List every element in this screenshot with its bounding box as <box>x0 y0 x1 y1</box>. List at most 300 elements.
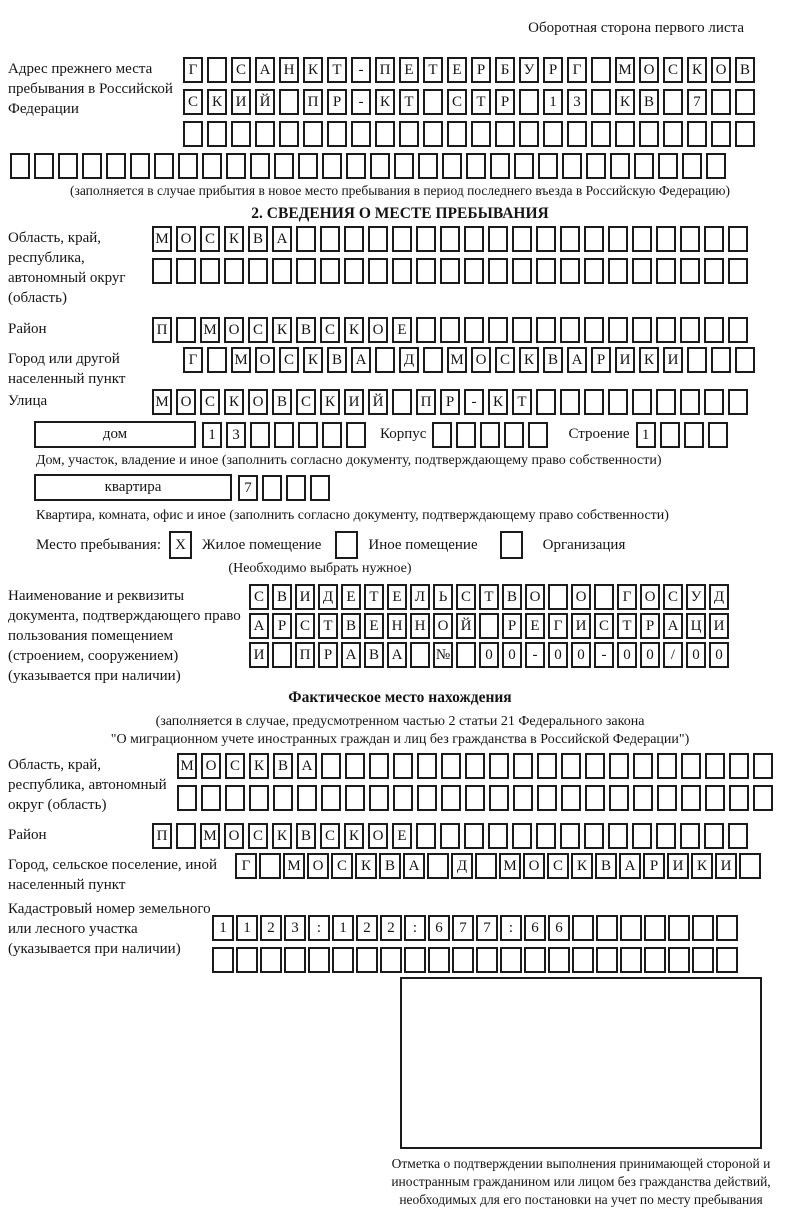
form-cell[interactable] <box>321 785 341 811</box>
form-cell[interactable] <box>34 153 54 179</box>
form-cell[interactable] <box>682 153 702 179</box>
form-cell[interactable] <box>668 947 690 973</box>
form-cell[interactable]: П <box>152 317 172 343</box>
form-cell[interactable] <box>584 317 604 343</box>
form-cell[interactable]: П <box>416 389 436 415</box>
form-cell[interactable]: В <box>364 642 384 668</box>
form-cell[interactable]: Д <box>709 584 729 610</box>
form-cell[interactable]: О <box>307 853 329 879</box>
form-cell[interactable]: Р <box>640 613 660 639</box>
form-cell[interactable]: К <box>488 389 508 415</box>
form-cell[interactable] <box>514 153 534 179</box>
form-cell[interactable]: 0 <box>571 642 591 668</box>
form-cell[interactable] <box>680 317 700 343</box>
form-cell[interactable] <box>706 153 726 179</box>
district-row[interactable] <box>152 317 748 343</box>
form-cell[interactable] <box>632 258 652 284</box>
form-cell[interactable] <box>668 915 690 941</box>
form-cell[interactable] <box>345 785 365 811</box>
form-cell[interactable] <box>176 823 196 849</box>
form-cell[interactable]: О <box>433 613 453 639</box>
form-cell[interactable]: Р <box>327 89 347 115</box>
form-cell[interactable]: С <box>331 853 353 879</box>
form-cell[interactable] <box>608 226 628 252</box>
form-cell[interactable] <box>262 475 282 501</box>
form-cell[interactable] <box>351 121 371 147</box>
form-cell[interactable]: 0 <box>479 642 499 668</box>
form-cell[interactable] <box>154 153 174 179</box>
form-cell[interactable]: И <box>615 347 635 373</box>
form-cell[interactable] <box>711 121 731 147</box>
form-cell[interactable]: П <box>295 642 315 668</box>
form-cell[interactable] <box>416 823 436 849</box>
prev-address-row-2[interactable] <box>183 89 755 115</box>
form-cell[interactable] <box>322 422 342 448</box>
form-cell[interactable] <box>584 823 604 849</box>
form-cell[interactable] <box>560 823 580 849</box>
form-cell[interactable]: В <box>543 347 563 373</box>
form-cell[interactable]: Р <box>591 347 611 373</box>
form-cell[interactable]: С <box>320 823 340 849</box>
form-cell[interactable]: Б <box>495 57 515 83</box>
form-cell[interactable] <box>427 853 449 879</box>
form-cell[interactable]: 1 <box>236 915 258 941</box>
form-cell[interactable]: А <box>272 226 292 252</box>
form-cell[interactable]: И <box>249 642 269 668</box>
form-cell[interactable] <box>705 785 725 811</box>
form-cell[interactable]: К <box>615 89 635 115</box>
form-cell[interactable] <box>591 57 611 83</box>
form-cell[interactable] <box>708 422 728 448</box>
form-cell[interactable] <box>705 753 725 779</box>
form-cell[interactable] <box>728 823 748 849</box>
form-cell[interactable] <box>656 823 676 849</box>
form-cell[interactable]: К <box>224 389 244 415</box>
form-cell[interactable] <box>284 947 306 973</box>
form-cell[interactable] <box>320 226 340 252</box>
form-cell[interactable] <box>687 347 707 373</box>
form-cell[interactable] <box>416 226 436 252</box>
form-cell[interactable]: К <box>687 57 707 83</box>
form-cell[interactable] <box>513 785 533 811</box>
form-cell[interactable] <box>634 153 654 179</box>
form-cell[interactable]: С <box>320 317 340 343</box>
form-cell[interactable]: Р <box>318 642 338 668</box>
form-cell[interactable]: Р <box>471 57 491 83</box>
form-cell[interactable] <box>560 389 580 415</box>
form-cell[interactable] <box>728 389 748 415</box>
form-cell[interactable] <box>370 153 390 179</box>
form-cell[interactable]: С <box>547 853 569 879</box>
form-cell[interactable] <box>560 317 580 343</box>
form-cell[interactable] <box>536 389 556 415</box>
form-cell[interactable]: № <box>433 642 453 668</box>
form-cell[interactable]: Й <box>255 89 275 115</box>
form-cell[interactable] <box>106 153 126 179</box>
form-cell[interactable] <box>548 947 570 973</box>
form-cell[interactable] <box>681 785 701 811</box>
form-cell[interactable] <box>594 584 614 610</box>
form-cell[interactable]: К <box>249 753 269 779</box>
form-cell[interactable] <box>632 389 652 415</box>
form-cell[interactable]: Д <box>318 584 338 610</box>
form-cell[interactable] <box>753 753 773 779</box>
form-cell[interactable]: Г <box>567 57 587 83</box>
form-cell[interactable]: Ь <box>433 584 453 610</box>
form-cell[interactable]: Р <box>272 613 292 639</box>
form-cell[interactable]: А <box>567 347 587 373</box>
document-row-1[interactable] <box>249 584 729 610</box>
form-cell[interactable] <box>572 947 594 973</box>
form-cell[interactable]: М <box>447 347 467 373</box>
form-cell[interactable] <box>704 317 724 343</box>
form-cell[interactable]: К <box>303 57 323 83</box>
form-cell[interactable] <box>416 317 436 343</box>
form-cell[interactable]: О <box>224 823 244 849</box>
form-cell[interactable] <box>620 915 642 941</box>
form-cell[interactable] <box>212 947 234 973</box>
form-cell[interactable]: 6 <box>524 915 546 941</box>
form-cell[interactable] <box>656 226 676 252</box>
form-cell[interactable] <box>465 753 485 779</box>
form-cell[interactable] <box>591 89 611 115</box>
form-cell[interactable]: И <box>571 613 591 639</box>
form-cell[interactable] <box>584 389 604 415</box>
form-cell[interactable] <box>663 89 683 115</box>
form-cell[interactable] <box>464 226 484 252</box>
form-cell[interactable] <box>657 753 677 779</box>
form-cell[interactable]: О <box>525 584 545 610</box>
form-cell[interactable]: Г <box>235 853 257 879</box>
form-cell[interactable]: И <box>667 853 689 879</box>
form-cell[interactable] <box>274 153 294 179</box>
form-cell[interactable]: С <box>447 89 467 115</box>
region-row-2[interactable] <box>152 258 748 284</box>
form-cell[interactable]: Е <box>341 584 361 610</box>
form-cell[interactable]: М <box>499 853 521 879</box>
form-cell[interactable]: Е <box>399 57 419 83</box>
form-cell[interactable] <box>524 947 546 973</box>
form-cell[interactable] <box>417 753 437 779</box>
form-cell[interactable] <box>440 226 460 252</box>
form-cell[interactable]: 2 <box>356 915 378 941</box>
form-cell[interactable] <box>369 753 389 779</box>
form-cell[interactable] <box>423 121 443 147</box>
form-cell[interactable]: В <box>341 613 361 639</box>
form-cell[interactable] <box>615 121 635 147</box>
form-cell[interactable]: О <box>176 226 196 252</box>
form-cell[interactable]: В <box>248 226 268 252</box>
document-row-2[interactable] <box>249 613 729 639</box>
form-cell[interactable] <box>202 153 222 179</box>
form-cell[interactable] <box>464 317 484 343</box>
form-cell[interactable]: М <box>152 389 172 415</box>
form-cell[interactable]: Е <box>525 613 545 639</box>
form-cell[interactable] <box>392 389 412 415</box>
form-cell[interactable]: - <box>525 642 545 668</box>
form-cell[interactable] <box>456 642 476 668</box>
form-cell[interactable] <box>657 785 677 811</box>
form-cell[interactable] <box>704 389 724 415</box>
form-cell[interactable]: Т <box>364 584 384 610</box>
form-cell[interactable] <box>585 785 605 811</box>
form-cell[interactable] <box>178 153 198 179</box>
form-cell[interactable]: В <box>502 584 522 610</box>
form-cell[interactable]: О <box>255 347 275 373</box>
form-cell[interactable]: Е <box>364 613 384 639</box>
form-cell[interactable]: Л <box>410 584 430 610</box>
form-cell[interactable] <box>512 823 532 849</box>
form-cell[interactable]: Н <box>279 57 299 83</box>
form-cell[interactable]: В <box>272 389 292 415</box>
form-cell[interactable]: 3 <box>226 422 246 448</box>
form-cell[interactable]: 1 <box>212 915 234 941</box>
form-cell[interactable]: Т <box>423 57 443 83</box>
form-cell[interactable] <box>608 317 628 343</box>
form-cell[interactable]: У <box>686 584 706 610</box>
form-cell[interactable]: К <box>272 317 292 343</box>
form-cell[interactable]: С <box>200 389 220 415</box>
form-cell[interactable] <box>735 121 755 147</box>
form-cell[interactable] <box>310 475 330 501</box>
house-number-row[interactable] <box>202 422 366 448</box>
form-cell[interactable] <box>632 823 652 849</box>
form-cell[interactable]: О <box>711 57 731 83</box>
form-cell[interactable]: М <box>283 853 305 879</box>
form-cell[interactable] <box>375 347 395 373</box>
form-cell[interactable]: Р <box>543 57 563 83</box>
form-cell[interactable] <box>489 753 509 779</box>
form-cell[interactable]: Т <box>512 389 532 415</box>
form-cell[interactable]: К <box>571 853 593 879</box>
stroenie-row[interactable] <box>636 422 728 448</box>
form-cell[interactable] <box>368 258 388 284</box>
form-cell[interactable]: Н <box>410 613 430 639</box>
form-cell[interactable]: С <box>248 317 268 343</box>
form-cell[interactable]: О <box>471 347 491 373</box>
form-cell[interactable]: Г <box>548 613 568 639</box>
form-cell[interactable] <box>272 642 292 668</box>
form-cell[interactable] <box>176 317 196 343</box>
checkbox-zhiloe[interactable]: X <box>169 531 192 559</box>
form-cell[interactable] <box>274 422 294 448</box>
form-cell[interactable]: 7 <box>452 915 474 941</box>
form-cell[interactable] <box>512 317 532 343</box>
form-cell[interactable]: М <box>615 57 635 83</box>
form-cell[interactable]: Г <box>183 57 203 83</box>
street-row[interactable] <box>152 389 748 415</box>
form-cell[interactable] <box>591 121 611 147</box>
form-cell[interactable] <box>704 823 724 849</box>
form-cell[interactable] <box>488 226 508 252</box>
form-cell[interactable] <box>537 785 557 811</box>
form-cell[interactable] <box>298 153 318 179</box>
form-cell[interactable] <box>735 89 755 115</box>
form-cell[interactable] <box>728 258 748 284</box>
form-cell[interactable] <box>250 153 270 179</box>
form-cell[interactable] <box>346 153 366 179</box>
form-cell[interactable]: 0 <box>686 642 706 668</box>
form-cell[interactable]: Е <box>392 317 412 343</box>
form-cell[interactable] <box>356 947 378 973</box>
form-cell[interactable]: Й <box>456 613 476 639</box>
form-cell[interactable] <box>633 753 653 779</box>
form-cell[interactable] <box>663 121 683 147</box>
form-cell[interactable] <box>418 153 438 179</box>
form-cell[interactable] <box>753 785 773 811</box>
form-cell[interactable] <box>680 823 700 849</box>
form-cell[interactable]: С <box>495 347 515 373</box>
form-cell[interactable] <box>279 89 299 115</box>
form-cell[interactable] <box>428 947 450 973</box>
form-cell[interactable] <box>423 347 443 373</box>
cadastral-row-2[interactable] <box>212 947 738 973</box>
form-cell[interactable]: О <box>248 389 268 415</box>
form-cell[interactable]: В <box>327 347 347 373</box>
form-cell[interactable]: Ц <box>686 613 706 639</box>
form-cell[interactable]: 2 <box>380 915 402 941</box>
form-cell[interactable] <box>608 389 628 415</box>
form-cell[interactable]: Т <box>479 584 499 610</box>
form-cell[interactable]: 0 <box>640 642 660 668</box>
form-cell[interactable]: 3 <box>284 915 306 941</box>
form-cell[interactable]: К <box>355 853 377 879</box>
form-cell[interactable] <box>404 947 426 973</box>
form-cell[interactable] <box>368 226 388 252</box>
prev-address-row-3[interactable] <box>183 121 755 147</box>
form-cell[interactable] <box>658 153 678 179</box>
form-cell[interactable]: И <box>231 89 251 115</box>
form-cell[interactable] <box>152 258 172 284</box>
apartment-row[interactable] <box>238 475 330 501</box>
region-row-1[interactable] <box>152 226 748 252</box>
form-cell[interactable] <box>609 785 629 811</box>
form-cell[interactable] <box>620 947 642 973</box>
prev-address-row-4[interactable] <box>10 153 726 179</box>
form-cell[interactable] <box>729 753 749 779</box>
form-cell[interactable]: В <box>379 853 401 879</box>
form-cell[interactable]: 1 <box>543 89 563 115</box>
korpus-row[interactable] <box>432 422 548 448</box>
form-cell[interactable] <box>596 947 618 973</box>
form-cell[interactable] <box>536 823 556 849</box>
form-cell[interactable] <box>711 89 731 115</box>
form-cell[interactable]: И <box>709 613 729 639</box>
form-cell[interactable]: В <box>595 853 617 879</box>
form-cell[interactable] <box>452 947 474 973</box>
form-cell[interactable]: В <box>273 753 293 779</box>
form-cell[interactable] <box>504 422 524 448</box>
form-cell[interactable]: О <box>368 823 388 849</box>
form-cell[interactable]: Е <box>392 823 412 849</box>
form-cell[interactable]: А <box>249 613 269 639</box>
form-cell[interactable] <box>692 915 714 941</box>
form-cell[interactable]: С <box>295 613 315 639</box>
form-cell[interactable]: С <box>183 89 203 115</box>
form-cell[interactable] <box>231 121 251 147</box>
form-cell[interactable]: Н <box>387 613 407 639</box>
form-cell[interactable]: 1 <box>636 422 656 448</box>
form-cell[interactable] <box>272 258 292 284</box>
form-cell[interactable]: К <box>344 317 364 343</box>
form-cell[interactable] <box>236 947 258 973</box>
form-cell[interactable]: 7 <box>238 475 258 501</box>
form-cell[interactable] <box>58 153 78 179</box>
form-cell[interactable]: К <box>303 347 323 373</box>
form-cell[interactable] <box>410 642 430 668</box>
form-cell[interactable] <box>716 947 738 973</box>
form-cell[interactable] <box>380 947 402 973</box>
form-cell[interactable] <box>345 753 365 779</box>
form-cell[interactable] <box>488 317 508 343</box>
form-cell[interactable]: С <box>456 584 476 610</box>
form-cell[interactable] <box>456 422 476 448</box>
form-cell[interactable]: - <box>594 642 614 668</box>
form-cell[interactable]: М <box>200 823 220 849</box>
form-cell[interactable] <box>399 121 419 147</box>
form-cell[interactable] <box>711 347 731 373</box>
form-cell[interactable] <box>321 753 341 779</box>
form-cell[interactable]: С <box>279 347 299 373</box>
cadastral-row-1[interactable] <box>212 915 738 941</box>
form-cell[interactable] <box>308 947 330 973</box>
form-cell[interactable] <box>332 947 354 973</box>
document-row-3[interactable] <box>249 642 729 668</box>
form-cell[interactable] <box>259 853 281 879</box>
form-cell[interactable] <box>183 121 203 147</box>
form-cell[interactable] <box>207 57 227 83</box>
form-cell[interactable] <box>728 226 748 252</box>
form-cell[interactable] <box>633 785 653 811</box>
form-cell[interactable] <box>344 258 364 284</box>
form-cell[interactable]: К <box>691 853 713 879</box>
form-cell[interactable] <box>207 347 227 373</box>
form-cell[interactable] <box>584 226 604 252</box>
form-cell[interactable]: И <box>295 584 315 610</box>
form-cell[interactable]: Р <box>502 613 522 639</box>
form-cell[interactable] <box>572 915 594 941</box>
form-cell[interactable]: Т <box>327 57 347 83</box>
form-cell[interactable] <box>475 853 497 879</box>
form-cell[interactable] <box>476 947 498 973</box>
form-cell[interactable]: 0 <box>548 642 568 668</box>
form-cell[interactable] <box>543 121 563 147</box>
form-cell[interactable] <box>728 317 748 343</box>
form-cell[interactable] <box>585 753 605 779</box>
form-cell[interactable] <box>369 785 389 811</box>
form-cell[interactable] <box>536 317 556 343</box>
form-cell[interactable]: 6 <box>548 915 570 941</box>
form-cell[interactable] <box>608 258 628 284</box>
form-cell[interactable] <box>536 226 556 252</box>
form-cell[interactable] <box>465 785 485 811</box>
form-cell[interactable] <box>375 121 395 147</box>
form-cell[interactable] <box>322 153 342 179</box>
form-cell[interactable] <box>729 785 749 811</box>
form-cell[interactable]: 0 <box>502 642 522 668</box>
form-cell[interactable]: Й <box>368 389 388 415</box>
form-cell[interactable] <box>248 258 268 284</box>
form-cell[interactable]: К <box>344 823 364 849</box>
form-cell[interactable]: С <box>200 226 220 252</box>
form-cell[interactable] <box>296 226 316 252</box>
form-cell[interactable]: Р <box>440 389 460 415</box>
form-cell[interactable] <box>447 121 467 147</box>
form-cell[interactable] <box>344 226 364 252</box>
form-cell[interactable]: О <box>201 753 221 779</box>
form-cell[interactable]: 7 <box>687 89 707 115</box>
form-cell[interactable] <box>201 785 221 811</box>
